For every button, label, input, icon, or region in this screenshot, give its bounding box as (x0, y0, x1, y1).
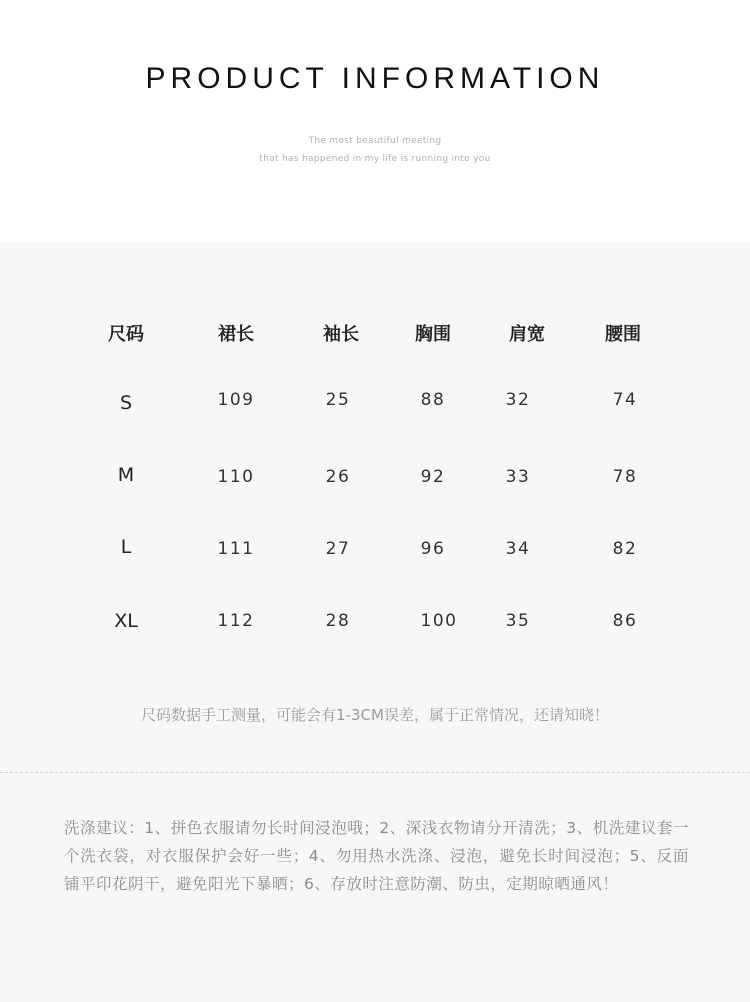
subtitle-line-1: The most beautiful meeting (308, 136, 442, 146)
info-panel (0, 242, 750, 1002)
measurement-note: 尺码数据手工测量，可能会有1-3CM误差，属于正常情况，还请知晓！ (141, 706, 609, 724)
table-header-cell: 袖长 (323, 324, 359, 345)
size-label: XL (114, 610, 138, 632)
header-section (0, 0, 750, 242)
subtitle-line-2: that has happened in my life is running into you (259, 154, 491, 164)
size-label: M (117, 464, 135, 486)
table-cell: 26 (325, 467, 351, 487)
table-header-cell: 胸围 (415, 324, 451, 345)
table-cell: 112 (217, 611, 255, 631)
table-header-cell: 尺码 (108, 324, 144, 345)
page-title: PRODUCT INFORMATION (145, 62, 605, 95)
table-cell: 35 (505, 611, 531, 631)
table-cell: 34 (505, 539, 531, 559)
table-cell: 74 (612, 390, 638, 410)
table-cell: 27 (325, 539, 351, 559)
table-header-cell: 腰围 (605, 324, 641, 345)
table-cell: 88 (420, 390, 446, 410)
table-cell: 33 (505, 467, 531, 487)
table-cell: 86 (612, 611, 638, 631)
size-label: L (120, 536, 132, 558)
table-header-cell: 肩宽 (509, 324, 545, 345)
table-cell: 25 (325, 390, 351, 410)
table-cell: 110 (217, 467, 255, 487)
dashed-divider (0, 772, 750, 773)
table-cell: 92 (420, 467, 446, 487)
table-cell: 82 (612, 539, 638, 559)
table-cell: 109 (217, 390, 255, 410)
table-cell: 28 (325, 611, 351, 631)
table-cell: 100 (420, 611, 458, 631)
table-cell: 111 (217, 539, 255, 559)
size-label: S (119, 392, 133, 414)
table-header-cell: 裙长 (218, 324, 254, 345)
table-cell: 32 (505, 390, 531, 410)
table-cell: 96 (420, 539, 446, 559)
table-cell: 78 (612, 467, 638, 487)
care-instructions: 洗涤建议：1、拼色衣服请勿长时间浸泡哦；2、深浅衣物请分开清洗；3、机洗建议套一个洗衣袋，对衣服保护会好一些；4、勿用热水洗涤、浸泡，避免长时间浸泡；5、反面铺平印花阴干，避免阳光下暴晒；6、存放时注意防潮、防虫，定期晾晒通风！ (64, 819, 689, 893)
